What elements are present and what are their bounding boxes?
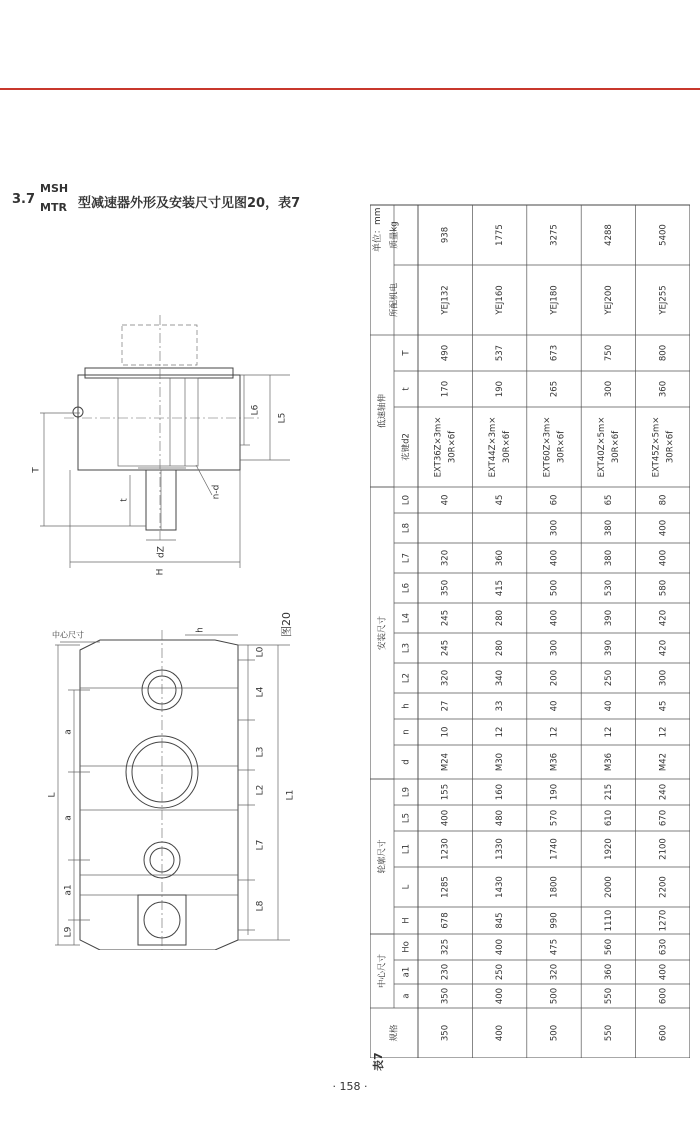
table-cell: EXT60Z×3m×: [542, 416, 553, 478]
table-cell: 580: [658, 579, 669, 597]
dim-label: L7: [255, 839, 266, 851]
column-header: d: [401, 759, 412, 765]
table-cell: 2200: [658, 876, 669, 898]
table-cell: 30R×6f: [610, 430, 621, 464]
column-header: L7: [401, 552, 412, 564]
dim-label: dZ: [156, 546, 167, 558]
table-cell: 12: [658, 726, 669, 738]
table-cell: 245: [440, 639, 451, 657]
column-header: 规格: [389, 1024, 400, 1042]
column-header: L8: [401, 522, 412, 534]
dim-label: a: [63, 815, 74, 821]
table-cell: 40: [440, 494, 451, 506]
spec-table: [370, 178, 690, 1058]
column-header: L0: [401, 494, 412, 506]
dim-label: L0: [255, 646, 266, 658]
table-cell: 400: [549, 609, 560, 627]
table-cell: 12: [495, 726, 506, 738]
column-header: T: [401, 350, 412, 356]
table-cell: 360: [603, 963, 614, 981]
table-cell: 320: [549, 963, 560, 981]
table-cell: 300: [658, 669, 669, 687]
table-cell: 480: [495, 809, 506, 827]
table-cell: 1775: [495, 224, 506, 246]
column-header: a1: [401, 966, 412, 978]
table-cell: 1110: [603, 909, 614, 932]
table-cell: 673: [549, 344, 560, 362]
table-cell: 420: [658, 609, 669, 627]
column-header: Ho: [401, 941, 412, 953]
dim-label: T: [31, 467, 42, 473]
table-cell: 400: [495, 1024, 506, 1042]
table-cell: 40: [603, 700, 614, 712]
dim-label: a: [63, 729, 74, 735]
dim-label: h: [195, 627, 206, 633]
table-cell: 280: [495, 639, 506, 657]
page-number: · 158 ·: [332, 1080, 368, 1093]
column-header: n: [401, 729, 412, 735]
table-cell: 320: [440, 549, 451, 567]
table-cell: 300: [603, 380, 614, 398]
table-cell: 537: [495, 344, 506, 362]
group-header: 中心尺寸: [377, 953, 388, 989]
table-cell: 10: [440, 726, 451, 738]
side-view: [48, 627, 296, 950]
table-cell: 530: [603, 579, 614, 597]
column-header: h: [401, 703, 412, 709]
dim-label: n-d: [211, 484, 222, 500]
table-cell: 5400: [658, 224, 669, 246]
table-cell: 550: [603, 987, 614, 1005]
table-cell: 600: [658, 1024, 669, 1042]
table-cell: M30: [495, 752, 506, 772]
column-header: t: [401, 387, 412, 391]
table-cell: 1330: [495, 838, 506, 860]
table-cell: 630: [658, 938, 669, 956]
table-cell: 30R×6f: [556, 430, 567, 464]
table-cell: 678: [440, 912, 451, 929]
column-header: L2: [401, 672, 412, 684]
table-cell: 320: [440, 669, 451, 687]
table-cell: 1230: [440, 838, 451, 860]
table-cell: EXT45Z×5m×: [651, 416, 662, 478]
column-header: L1: [401, 843, 412, 855]
unit-label: 单位：mm: [373, 207, 383, 252]
table-cell: EXT36Z×3m×: [433, 416, 444, 478]
dim-label: L4: [255, 686, 266, 698]
table-cell: 155: [440, 783, 451, 801]
dim-label: t: [119, 498, 130, 502]
table-cell: 350: [440, 579, 451, 597]
model-bottom: MTR: [40, 201, 67, 214]
table-cell: 560: [603, 938, 614, 956]
dim-label: L1: [285, 789, 296, 801]
table-cell: 670: [658, 809, 669, 827]
table-cell: 40: [549, 700, 560, 712]
table-cell: 550: [603, 1024, 614, 1042]
column-header: H: [401, 917, 412, 924]
figure-caption: 图20: [280, 612, 293, 637]
dim-label: L8: [255, 900, 266, 912]
column-header: L3: [401, 642, 412, 654]
column-header: L: [401, 884, 412, 890]
dim-label: H: [155, 568, 166, 576]
dim-label: L6: [250, 404, 261, 416]
center-dim-label: 中心尺寸: [52, 630, 84, 640]
table-cell: 350: [440, 987, 451, 1005]
table-cell: 30R×6f: [447, 430, 458, 464]
top-view: [32, 315, 291, 575]
table-cell: 215: [603, 783, 614, 801]
table-cell: 300: [549, 639, 560, 657]
column-header: L9: [401, 786, 412, 798]
table-cell: M42: [658, 752, 669, 772]
column-header: L4: [401, 612, 412, 624]
table-cell: 610: [603, 809, 614, 827]
dim-label: L2: [255, 784, 266, 796]
table-cell: 1800: [549, 876, 560, 898]
table-cell: 30R×6f: [665, 430, 676, 464]
table-cell: 1285: [440, 876, 451, 898]
table-cell: 27: [440, 700, 451, 712]
dim-label: L3: [255, 746, 266, 758]
table-cell: 390: [603, 609, 614, 627]
table-cell: 380: [603, 549, 614, 567]
table-cell: 750: [603, 344, 614, 362]
column-header: 花键d2: [401, 433, 412, 461]
table-cell: 600: [658, 987, 669, 1005]
table-cell: 2000: [603, 876, 614, 898]
table-cell: 938: [440, 226, 451, 244]
column-header: L5: [401, 812, 412, 824]
table-cell: YEJ132: [440, 285, 451, 315]
table-cell: 420: [658, 639, 669, 657]
table-cell: 990: [549, 912, 560, 929]
table-cell: 475: [549, 938, 560, 956]
table-cell: 33: [495, 700, 506, 712]
table-cell: 360: [495, 549, 506, 567]
table-cell: 30R×6f: [502, 430, 513, 464]
table-cell: 1430: [495, 876, 506, 898]
dim-label: L: [47, 792, 58, 798]
table-cell: 265: [549, 380, 560, 398]
table-cell: 340: [495, 669, 506, 687]
table-cell: YEJ200: [603, 285, 614, 315]
table-cell: 2100: [658, 838, 669, 860]
group-header: 轮廓尺寸: [377, 839, 388, 874]
table-cell: 380: [603, 519, 614, 537]
table-cell: 400: [658, 549, 669, 567]
dim-label: L5: [277, 412, 288, 424]
section-title: 型减速器外形及安装尺寸见图20，表7: [78, 196, 301, 211]
table-cell: 500: [549, 987, 560, 1005]
reducer-drawing: [0, 300, 320, 950]
table-cell: M36: [549, 752, 560, 772]
table-cell: M24: [440, 752, 451, 772]
table-cell: 1270: [658, 909, 669, 932]
column-header: 所配机电: [389, 282, 400, 318]
table-label: 表7: [372, 1052, 385, 1071]
table-cell: 230: [440, 963, 451, 981]
dim-label: L9: [63, 926, 74, 938]
table-cell: 170: [440, 380, 451, 398]
table-cell: YEJ180: [549, 285, 560, 315]
table-cell: EXT44Z×3m×: [488, 416, 499, 478]
table-cell: 65: [603, 494, 614, 506]
model-top: MSH: [40, 182, 69, 195]
table-cell: M36: [603, 752, 614, 772]
table-cell: 400: [658, 963, 669, 981]
table-cell: 1740: [549, 838, 560, 860]
table-cell: 400: [549, 549, 560, 567]
table-cell: 250: [603, 669, 614, 687]
column-header: a: [401, 993, 412, 999]
table-cell: 45: [495, 494, 506, 506]
table-cell: 400: [440, 809, 451, 827]
table-cell: 300: [549, 519, 560, 537]
header-rule: [0, 88, 700, 90]
table-cell: 360: [658, 380, 669, 398]
table-cell: 325: [440, 938, 451, 956]
table-cell: 390: [603, 639, 614, 657]
section-number: 3.7: [12, 192, 36, 207]
table-cell: 160: [495, 783, 506, 801]
table-cell: 12: [549, 726, 560, 738]
table-cell: 500: [549, 1024, 560, 1042]
table-cell: 60: [549, 494, 560, 506]
group-header: 低速轴伸: [377, 393, 388, 429]
table-cell: YEJ255: [658, 285, 669, 315]
column-header: L6: [401, 582, 412, 594]
table-cell: 400: [495, 987, 506, 1005]
table-cell: 240: [658, 783, 669, 801]
table-cell: 3275: [549, 224, 560, 246]
table-cell: 250: [495, 963, 506, 981]
table-cell: 415: [495, 579, 506, 597]
table-cell: EXT40Z×5m×: [596, 416, 607, 478]
table-cell: 80: [658, 494, 669, 506]
group-header: 安装尺寸: [377, 615, 388, 651]
table-cell: 12: [603, 726, 614, 738]
column-header: 质量kg: [389, 221, 400, 249]
table-cell: 350: [440, 1024, 451, 1042]
table-cell: 490: [440, 344, 451, 362]
table-cell: 4288: [603, 224, 614, 246]
table-cell: 200: [549, 669, 560, 687]
table-cell: 400: [658, 519, 669, 537]
table-cell: 245: [440, 609, 451, 627]
table-cell: YEJ160: [495, 285, 506, 315]
table-cell: 190: [549, 783, 560, 801]
dim-label: a1: [63, 884, 74, 896]
table-cell: 400: [495, 938, 506, 956]
table-cell: 45: [658, 700, 669, 712]
table-cell: 190: [495, 380, 506, 398]
table-cell: 280: [495, 609, 506, 627]
table-cell: 500: [549, 579, 560, 597]
table-cell: 570: [549, 809, 560, 827]
table-cell: 1920: [603, 838, 614, 860]
table-cell: 845: [495, 912, 506, 929]
table-cell: 800: [658, 344, 669, 362]
